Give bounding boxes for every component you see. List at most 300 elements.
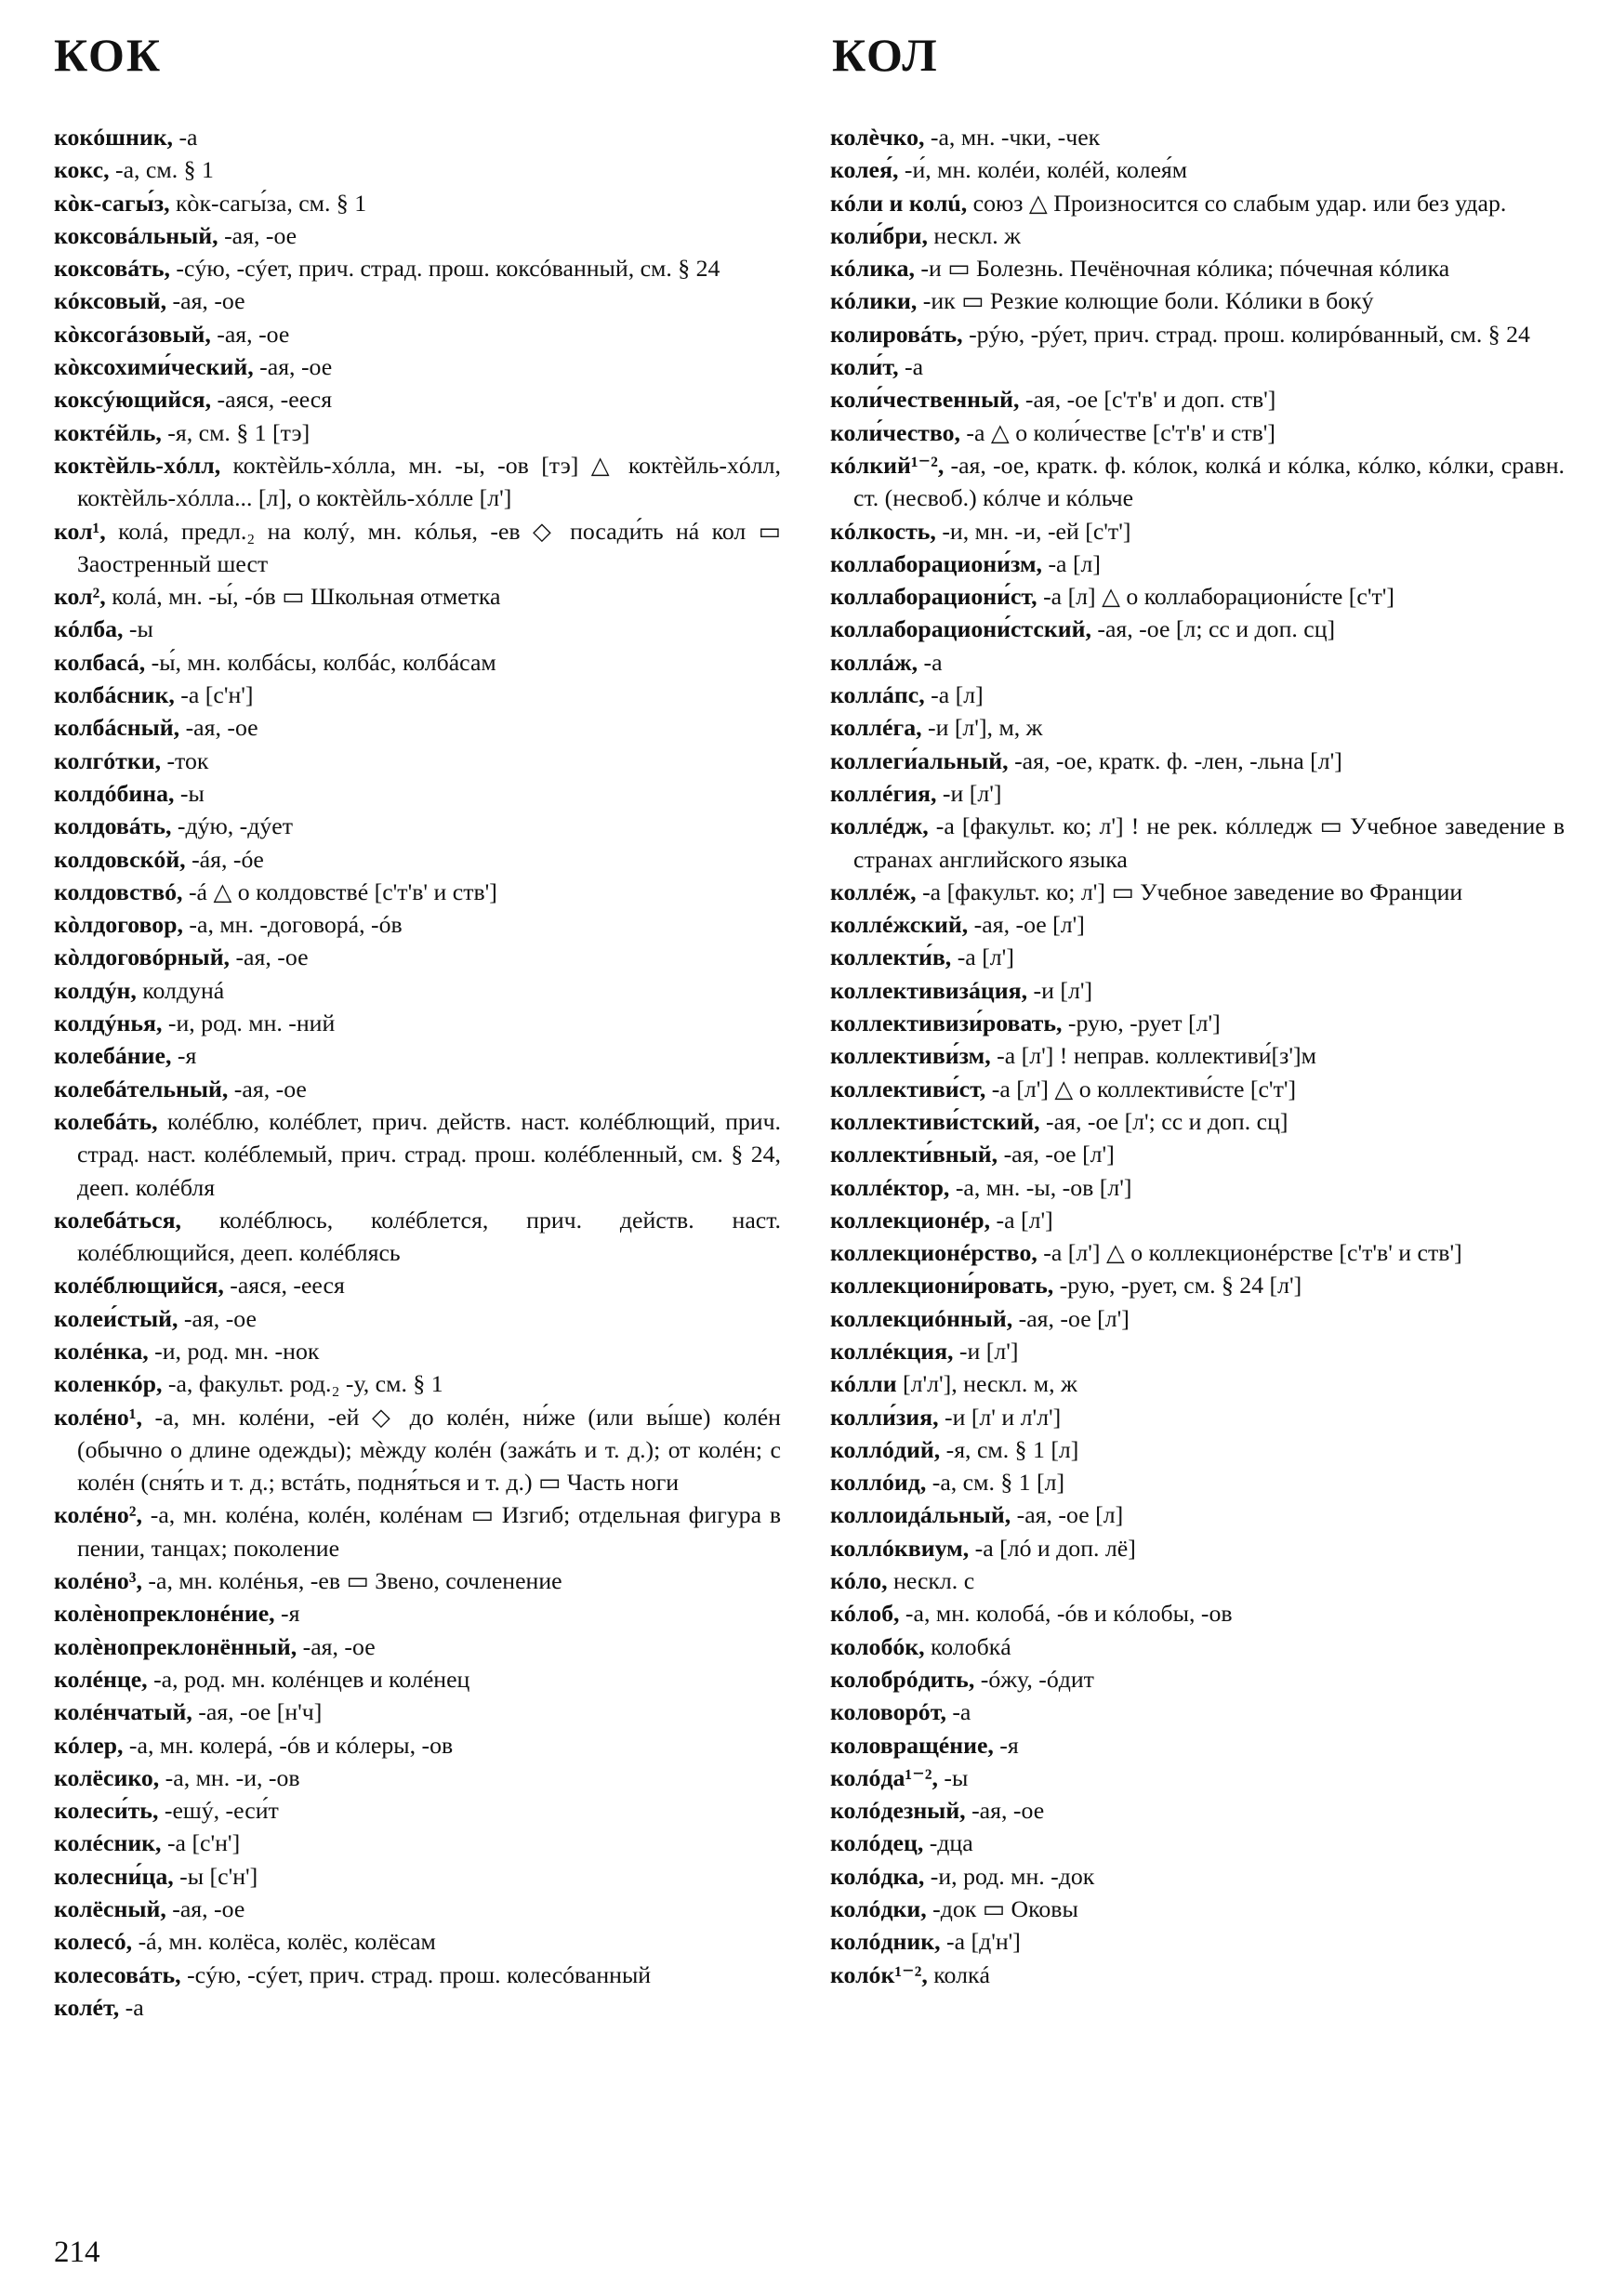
dictionary-entry (54, 219, 781, 252)
entry-body: -á △ о колдовствé [с'т'в' и ств'] (182, 877, 497, 905)
entry-body: нескл. ж (927, 221, 1021, 249)
entry-headword: колèчко, (830, 124, 925, 151)
entry-headword: колóдки, (830, 1895, 927, 1923)
entry-body: -а [л'] (951, 943, 1014, 971)
dictionary-entry (54, 350, 781, 383)
entry-body: -и [л'] (953, 1337, 1019, 1365)
entry-headword: коллóдий, (830, 1435, 941, 1463)
entry-body: -ая, -ое, кратк. ф. кóлок, колкá и кóлка, кóлко, кóлки, сравн. ст. (несвоб.) кóлче и кóльче (853, 451, 1565, 512)
entry-body: -ая, -ое (230, 943, 309, 971)
dictionary-entry (54, 1663, 781, 1696)
entry-headword: коллективизáция, (830, 976, 1028, 1004)
entry-body: -а [л'] (990, 1206, 1053, 1234)
entry-headword: колдовствó, (54, 877, 183, 905)
entry-headword: колдýн, (54, 976, 137, 1004)
entry-body: -и, мн. -и, -ей [с'т'] (935, 517, 1131, 545)
entry-body: -я, см. § 1 [л] (940, 1435, 1079, 1463)
dictionary-entry (830, 941, 1565, 973)
entry-body: -ая, -ое (253, 353, 333, 381)
entry-headword: коллективи́стский, (830, 1107, 1040, 1135)
entry-headword: кóксовый, (54, 287, 167, 315)
entry-headword: колесни́ца, (54, 1862, 174, 1890)
dictionary-entry (54, 121, 781, 153)
dictionary-entry (54, 416, 781, 449)
dictionary-entry (54, 1335, 781, 1367)
entry-body: -ая, -ое (165, 1895, 245, 1923)
entry-body: колá, предл.₂ на колý, мн. кóлья, -ев ◇ посади́ть нá кол ▭ Заостренный шест (77, 517, 781, 577)
entry-body: -а, мн. -договорá, -óв (182, 911, 403, 939)
entry-headword: коли́т, (830, 353, 899, 381)
entry-body: -ая, -ое (210, 320, 290, 348)
entry-body: колкá (927, 1960, 990, 1988)
dictionary-entry (830, 1762, 1565, 1794)
entry-body: -а [л] (1042, 549, 1102, 577)
entry-headword: кóлкий¹⁻², (830, 451, 945, 479)
entry-headword: кòк-сагы́з, (54, 189, 170, 217)
dictionary-entry (54, 1367, 781, 1400)
dictionary-entry (830, 646, 1565, 679)
dictionary-entry (54, 646, 781, 679)
entry-headword: колобрóдить, (830, 1665, 975, 1693)
dictionary-entry (54, 1696, 781, 1728)
entry-body: -ы (937, 1763, 969, 1791)
dictionary-entry (830, 252, 1565, 284)
dictionary-entry (54, 1729, 781, 1762)
entry-headword: колеи́стый, (54, 1304, 178, 1332)
entry-headword: коллéга, (830, 714, 922, 742)
entry-headword: коллекти́вный, (830, 1141, 998, 1168)
entry-headword: коллéжский, (830, 911, 969, 939)
entry-body: -ая, -ое (179, 714, 258, 742)
entry-body: -ая, -ое (297, 1632, 376, 1660)
dictionary-entry (830, 1630, 1565, 1663)
dictionary-entry (830, 121, 1565, 153)
dictionary-entry (830, 1663, 1565, 1696)
dictionary-entry (830, 810, 1565, 876)
entry-headword: колебáться, (54, 1206, 181, 1234)
entry-headword: коллективизи́ровать, (830, 1009, 1063, 1037)
dictionary-entry (830, 613, 1565, 645)
entry-body: -а (945, 1698, 971, 1726)
entry-headword: колебáтельный, (54, 1075, 229, 1102)
dictionary-entry (54, 679, 781, 711)
entry-headword: колѐнопреклонéние, (54, 1600, 275, 1628)
dictionary-entry (54, 1991, 781, 2024)
entry-body: -а [л'] △ о коллекционéрстве [с'т'в' и ств'] (1037, 1239, 1462, 1267)
dictionary-entry (54, 1925, 781, 1958)
entry-body: -а, мн. -и, -ов (159, 1763, 300, 1791)
entry-body: -ешý, -еси́т (158, 1797, 279, 1825)
entry-headword: колеси́ть, (54, 1797, 159, 1825)
entry-body: -а [л'] △ о коллективи́сте [с'т'] (985, 1075, 1297, 1102)
dictionary-entry (54, 383, 781, 416)
entry-headword: коллаборациони́ст, (830, 583, 1037, 611)
entry-headword: кóлика, (830, 255, 915, 283)
dictionary-entry (54, 711, 781, 744)
dictionary-column-right (830, 121, 1565, 1991)
entry-headword: колобóк, (830, 1632, 925, 1660)
entry-body: -а △ о коли́честве [с'т'в' и ств'] (959, 418, 1276, 446)
dictionary-entry (830, 1073, 1565, 1105)
entry-body: -а, факульт. род.₂ -у, см. § 1 (162, 1370, 443, 1398)
entry-headword: коли́бри, (830, 221, 928, 249)
dictionary-entry (830, 777, 1565, 810)
entry-headword: колóдец, (830, 1829, 924, 1857)
entry-headword: коллéктор, (830, 1173, 950, 1201)
entry-body: колдунá (136, 976, 225, 1004)
entry-body: -ая, -ое (166, 287, 245, 315)
entry-body: -и [л'], м, ж (921, 714, 1043, 742)
entry-body: -я (171, 1042, 197, 1070)
entry-headword: колéблющийся, (54, 1272, 224, 1300)
entry-headword: коллекционéр, (830, 1206, 991, 1234)
dictionary-entry (830, 974, 1565, 1007)
dictionary-entry (830, 1367, 1565, 1400)
dictionary-entry (54, 810, 781, 842)
dictionary-entry (54, 941, 781, 973)
entry-body: -и [л'] (936, 779, 1002, 807)
entry-headword: колéт, (54, 1993, 120, 2021)
entry-body: нескл. с (887, 1567, 975, 1595)
entry-headword: колéнчатый, (54, 1698, 192, 1726)
entry-headword: колéно¹, (54, 1403, 142, 1431)
dictionary-entry (54, 1762, 781, 1794)
dictionary-entry (54, 449, 781, 515)
dictionary-entry (830, 1925, 1565, 1958)
dictionary-entry (54, 1007, 781, 1039)
entry-headword: колéно³, (54, 1567, 142, 1595)
dictionary-column-left (54, 121, 781, 2024)
dictionary-entry (830, 1236, 1565, 1269)
entry-body: -дýю, -дýет (171, 812, 294, 840)
entry-headword: колли́зия, (830, 1403, 939, 1431)
entry-headword: коллекционéрство, (830, 1239, 1037, 1267)
entry-body: -ы́, мн. колбáсы, колбáс, колбáсам (145, 648, 496, 676)
entry-headword: колбáсник, (54, 681, 175, 709)
entry-body: -аяся, -ееся (211, 386, 333, 414)
entry-body: -рую, -рует, см. § 24 [л'] (1053, 1272, 1302, 1300)
entry-headword: кóло, (830, 1567, 888, 1595)
entry-body: -сýю, -сýет, прич. страд. прош. колесóванный (180, 1960, 652, 1988)
dictionary-entry (830, 1564, 1565, 1597)
entry-body: -á, мн. колёса, колёс, колёсам (132, 1928, 436, 1956)
entry-body: -а, мн. колобá, -óв и кóлобы, -ов (899, 1600, 1233, 1628)
entry-headword: кóли и колú, (830, 189, 968, 217)
entry-headword: кóлер, (54, 1731, 124, 1759)
dictionary-entry (830, 745, 1565, 777)
entry-body: -а [л] △ о коллаборациони́сте [с'т'] (1037, 583, 1394, 611)
entry-body: -рую, -рует [л'] (1062, 1009, 1221, 1037)
entry-headword: колесовáть, (54, 1960, 181, 1988)
entry-body: -я (274, 1600, 300, 1628)
dictionary-entry (54, 843, 781, 876)
entry-body: -а [д'н'] (940, 1928, 1021, 1956)
entry-headword: коллаборациони́зм, (830, 549, 1043, 577)
entry-body: колéблю, колéблет, прич. действ. наст. колéблющий, прич. страд. наст. колéблемый, прич. страд. прош. колéбленный, см. § 24, дееп. колéбля (77, 1107, 781, 1201)
entry-headword: коксовáльный, (54, 221, 218, 249)
entry-body: -ая, -ое [л'; сс и доп. сц] (1039, 1107, 1288, 1135)
dictionary-entry (54, 153, 781, 186)
entry-body: -а [с'н'] (174, 681, 254, 709)
entry-body: -и́, мн. колéи, колéй, колея́м (898, 156, 1188, 184)
entry-headword: коллекти́в, (830, 943, 952, 971)
entry-headword: коллеги́альный, (830, 746, 1009, 774)
entry-headword: кòксогáзовый, (54, 320, 211, 348)
dictionary-entry (830, 580, 1565, 613)
dictionary-entry (830, 1860, 1565, 1893)
entry-body: -и, род. мн. -док (924, 1862, 1095, 1890)
entry-headword: колбáсный, (54, 714, 180, 742)
entry-headword: колдóбина, (54, 779, 175, 807)
dictionary-entry (830, 1007, 1565, 1039)
entry-body: -рýю, -рýет, прич. страд. прош. колирóванный, см. § 24 (962, 320, 1530, 348)
entry-body: -а (119, 1993, 144, 2021)
dictionary-entry (54, 1401, 781, 1499)
entry-body: союз △ Произносится со слабым удар. или без удар. (967, 189, 1507, 217)
entry-headword: колóда¹⁻², (830, 1763, 938, 1791)
entry-headword: колóдка, (830, 1862, 925, 1890)
entry-body: -аяся, -ееся (223, 1272, 345, 1300)
dictionary-entry (830, 679, 1565, 711)
entry-body: -а [л] (924, 681, 984, 709)
entry-headword: кол¹, (54, 517, 106, 545)
entry-body: -и, род. мн. -ний (162, 1009, 336, 1037)
entry-headword: колдовскóй, (54, 845, 186, 873)
entry-body: -и, род. мн. -нок (148, 1337, 320, 1365)
dictionary-entry (54, 580, 781, 613)
dictionary-entry (54, 318, 781, 350)
page-number: 214 (54, 2236, 100, 2269)
running-head-left: КОК (54, 29, 163, 81)
entry-body: -ая, -ое (178, 1304, 257, 1332)
dictionary-entry (830, 515, 1565, 548)
entry-body: -óжу, -óдит (974, 1665, 1094, 1693)
entry-body: -а [с'н'] (161, 1829, 241, 1857)
dictionary-entry (54, 1630, 781, 1663)
entry-body: [л'л'], нескл. м, ж (896, 1370, 1077, 1398)
entry-headword: кóлба, (54, 615, 124, 643)
entry-body: -а, см. § 1 [л] (926, 1469, 1065, 1497)
dictionary-entry (830, 350, 1565, 383)
dictionary-entry (830, 1105, 1565, 1138)
dictionary-entry (830, 711, 1565, 744)
entry-body: колéблюсь, колéблется, прич. действ. наст. колéблющийся, дееп. колéблясь (77, 1206, 781, 1267)
entry-headword: коксовáть, (54, 255, 170, 283)
entry-body: -ая, -ое, кратк. ф. -лен, -льна [л'] (1008, 746, 1342, 774)
dictionary-entry (830, 1171, 1565, 1204)
entry-headword: колéнце, (54, 1665, 148, 1693)
dictionary-entry (54, 515, 781, 581)
dictionary-entry (54, 1039, 781, 1072)
dictionary-entry (830, 1729, 1565, 1762)
entry-headword: кòксохими́ческий, (54, 353, 254, 381)
entry-headword: коллоидáльный, (830, 1501, 1011, 1529)
entry-headword: кокс, (54, 156, 110, 184)
dictionary-entry (830, 1959, 1565, 1991)
entry-headword: кóлкость, (830, 517, 936, 545)
entry-headword: коллáпс, (830, 681, 925, 709)
entry-headword: колбасá, (54, 648, 146, 676)
entry-body: -а (918, 648, 943, 676)
dictionary-entry (54, 1794, 781, 1827)
entry-headword: колгóтки, (54, 746, 162, 774)
dictionary-entry (830, 1335, 1565, 1367)
dictionary-entry (830, 548, 1565, 580)
entry-body: -ая, -ое (228, 1075, 307, 1102)
entry-headword: колдовáть, (54, 812, 172, 840)
dictionary-entry (830, 449, 1565, 515)
dictionary-entry (54, 284, 781, 317)
dictionary-entry (830, 1138, 1565, 1170)
dictionary-entry (830, 1498, 1565, 1531)
entry-headword: коллекциóнный, (830, 1304, 1013, 1332)
dictionary-entry (830, 187, 1565, 219)
dictionary-entry (54, 1959, 781, 1991)
entry-headword: колировáть, (830, 320, 963, 348)
dictionary-entry (830, 1597, 1565, 1630)
entry-body: -а [факульт. ко; л'] ▭ Учебное заведение во Франции (916, 877, 1463, 905)
entry-body: -ы (174, 779, 205, 807)
entry-body: -ик ▭ Резкие колющие боли. Кóлики в бокý (917, 287, 1374, 315)
dictionary-entry (830, 1204, 1565, 1236)
dictionary-entry (830, 1696, 1565, 1728)
entry-body: кòк-сагы́за, см. § 1 (169, 189, 367, 217)
entry-body: -дца (923, 1829, 973, 1857)
entry-headword: колесó, (54, 1928, 133, 1956)
entry-headword: колóк¹⁻², (830, 1960, 928, 1988)
entry-headword: коллаборациони́стский, (830, 615, 1091, 643)
entry-headword: коллéкция, (830, 1337, 954, 1365)
entry-headword: коллективи́зм, (830, 1042, 991, 1070)
entry-body: -а (173, 124, 198, 151)
entry-body: -а, см. § 1 (109, 156, 214, 184)
entry-headword: колдýнья, (54, 1009, 163, 1037)
dictionary-entry (830, 383, 1565, 416)
entry-headword: коктèйль-хóлл, (54, 451, 221, 479)
dictionary-entry (54, 974, 781, 1007)
entry-body: -и [л' и л'л'] (938, 1403, 1062, 1431)
entry-body: -ая, -ое [л; сс и доп. сц] (1090, 615, 1336, 643)
dictionary-entry (830, 876, 1565, 908)
entry-body: -ая, -ое [л'] (1012, 1304, 1130, 1332)
dictionary-entry (54, 1302, 781, 1335)
dictionary-entry (54, 1860, 781, 1893)
entry-headword: коллéгия, (830, 779, 937, 807)
entry-body: -и ▭ Болезнь. Печёночная кóлика; пóчечная кóлика (914, 255, 1450, 283)
entry-headword: колебáть, (54, 1107, 158, 1135)
entry-body: -ток (161, 746, 209, 774)
entry-body: -а [л'] ! неправ. коллективи́[з']м (990, 1042, 1316, 1070)
dictionary-entry (830, 1827, 1565, 1859)
entry-body: -а, мн. колéна, колéн, колéнам ▭ Изгиб; отдельная фигура в пении, танцах; поколение (77, 1501, 781, 1562)
entry-body: -а, мн. -ы, -ов [л'] (949, 1173, 1132, 1201)
entry-body: -а, мн. колéни, -ей ◇ до колéн, ни́же (или вы́ше) колéн (обычно о длине одежды); мèжду колéн (зажáть и т. д.); от колéн; с колéн (сня́ть и т. д.; встáть, подня́ться и т. д.) ▭ Часть ноги (77, 1403, 781, 1497)
dictionary-entry (830, 1269, 1565, 1301)
dictionary-entry (830, 318, 1565, 350)
dictionary-entry (54, 252, 781, 284)
dictionary-entry (830, 1466, 1565, 1498)
entry-body: -ая, -ое (218, 221, 297, 249)
entry-headword: колѐнопреклонённый, (54, 1632, 297, 1660)
dictionary-entry (54, 777, 781, 810)
entry-headword: колóдезный, (830, 1797, 966, 1825)
entry-body: -а (898, 353, 924, 381)
entry-headword: коктéйль, (54, 418, 162, 446)
dictionary-entry (830, 153, 1565, 186)
entry-headword: коксýющийся, (54, 386, 212, 414)
entry-headword: колéно², (54, 1501, 142, 1529)
entry-body: -ая, -ое [л'] (998, 1141, 1115, 1168)
entry-body: -и [л'] (1027, 976, 1093, 1004)
entry-headword: кóлли (830, 1370, 897, 1398)
entry-body: -я, см. § 1 [тэ] (161, 418, 311, 446)
entry-body: -ы [с'н'] (173, 1862, 258, 1890)
dictionary-entry (54, 1893, 781, 1925)
entry-headword: колея́, (830, 156, 899, 184)
entry-body: -ы (123, 615, 153, 643)
entry-body: колобкá (924, 1632, 1011, 1660)
dictionary-entry (830, 1302, 1565, 1335)
dictionary-entry (830, 1433, 1565, 1466)
dictionary-entry (54, 187, 781, 219)
entry-headword: коллáж, (830, 648, 918, 676)
dictionary-entry (54, 1564, 781, 1597)
entry-headword: коллóквиум, (830, 1534, 970, 1562)
entry-headword: колебáние, (54, 1042, 172, 1070)
entry-headword: колéсник, (54, 1829, 162, 1857)
dictionary-entry (830, 219, 1565, 252)
entry-body: коктèйль-хóлла, мн. -ы, -ов [тэ] △ коктèйль-хóлл, коктèйль-хóлла... [л], о коктèйль-хóлле [л'] (77, 451, 781, 512)
entry-body: -ая, -ое [н'ч] (192, 1698, 323, 1726)
entry-body: -а, род. мн. колéнцев и колéнец (147, 1665, 470, 1693)
entry-headword: кóлоб, (830, 1600, 900, 1628)
dictionary-entry (54, 1073, 781, 1105)
entry-body: -ая, -ое [л'] (968, 911, 1085, 939)
dictionary-entry (830, 1893, 1565, 1925)
dictionary-entry (54, 876, 781, 908)
dictionary-entry (830, 908, 1565, 941)
entry-body: -áя, -óе (185, 845, 264, 873)
entry-headword: коловорóт, (830, 1698, 946, 1726)
dictionary-entry (54, 1827, 781, 1859)
entry-headword: кол², (54, 583, 106, 611)
entry-body: -я (993, 1731, 1019, 1759)
entry-headword: коловращéние, (830, 1731, 994, 1759)
entry-body: -а, мн. колéнья, -ев ▭ Звено, сочленение (141, 1567, 562, 1595)
dictionary-entry (54, 745, 781, 777)
entry-body: -а [факульт. ко; л'] ! не рек. кóлледж ▭ Учебное заведение в странах английского языка (853, 812, 1565, 873)
entry-body: -сýю, -сýет, прич. страд. прош. коксóванный, см. § 24 (169, 255, 720, 283)
entry-headword: колёсный, (54, 1895, 166, 1923)
entry-headword: коллóид, (830, 1469, 927, 1497)
dictionary-entry (830, 416, 1565, 449)
entry-headword: колéнка, (54, 1337, 149, 1365)
dictionary-entry (54, 613, 781, 645)
dictionary-entry (830, 1794, 1565, 1827)
dictionary-entry (830, 1401, 1565, 1433)
entry-headword: коллéдж, (830, 812, 929, 840)
dictionary-entry (54, 1597, 781, 1630)
dictionary-entry (830, 1532, 1565, 1564)
entry-headword: колóдник, (830, 1928, 941, 1956)
dictionary-entry (54, 1105, 781, 1204)
dictionary-entry (54, 1204, 781, 1270)
dictionary-entry (54, 1498, 781, 1564)
entry-headword: коли́чественный, (830, 386, 1020, 414)
dictionary-entry (830, 1039, 1565, 1072)
dictionary-entry (54, 908, 781, 941)
entry-body: -ая, -ое [с'т'в' и доп. ств'] (1019, 386, 1276, 414)
